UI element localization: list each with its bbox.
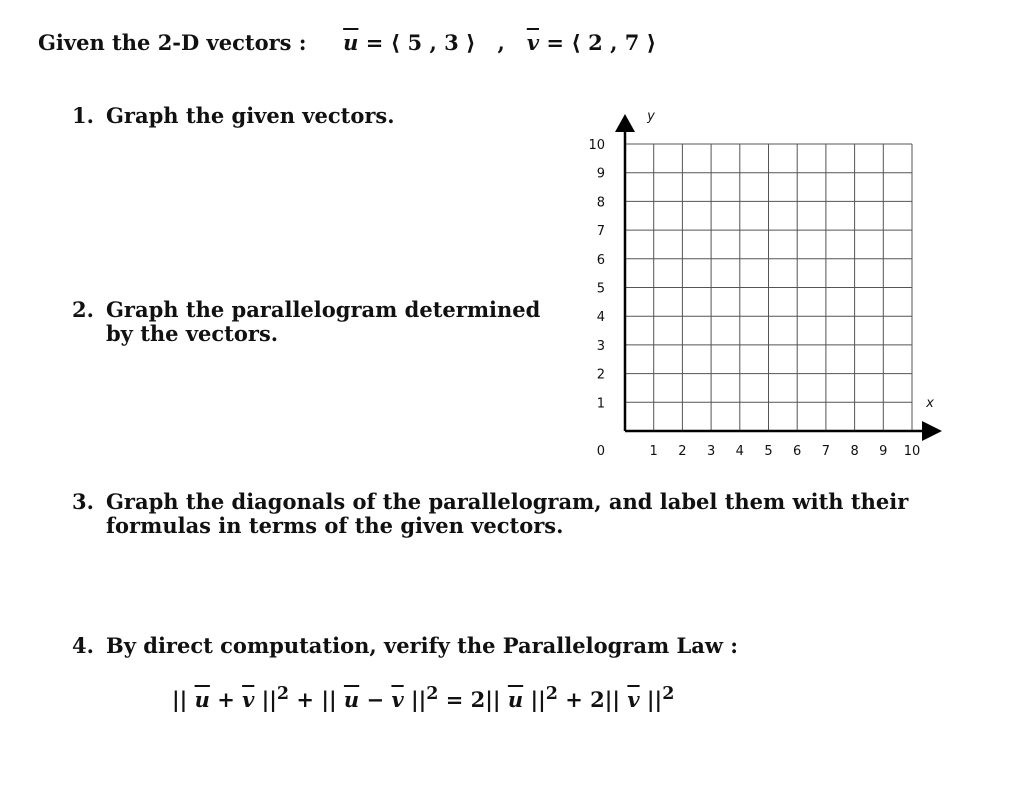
formula-plus: + [296,687,315,712]
question-text: Graph the parallelogram determined by the vectors. [106,297,541,346]
y-tick-label: 4 [596,310,605,326]
formula-exponent: 2 [426,684,439,704]
x-tick-label: 9 [879,444,888,459]
formula-minus: − [366,687,385,712]
formula-u: $\overline{u}$ [194,687,210,712]
question-number: 3. [72,489,94,514]
x-tick-label: 5 [764,444,773,459]
x-tick-label: 7 [821,444,831,459]
origin-label: 0 [596,444,605,459]
v-symbol: $\overline{v}$ [526,30,540,55]
x-tick-label: 1 [649,444,658,459]
question-text: Graph the diagonals of the parallelogram, and label them with their formulas in terms of the given vectors. [106,489,909,538]
formula-equals: = [445,687,464,712]
formula-u: $\overline{u}$ [507,687,524,712]
y-tick-label: 8 [596,195,605,211]
formula-exponent: 2 [662,684,675,704]
y-axis-label: y [647,109,655,124]
y-tick-label: 1 [596,396,605,412]
question-number: 2. [72,297,94,322]
formula-plus: + [217,687,235,712]
x-tick-label: 10 [903,444,921,459]
x-tick-label: 8 [850,444,859,459]
question-number: 1. [72,103,94,128]
x-tick-label: 6 [793,444,802,459]
given-prefix: Given the 2-D vectors : [38,30,307,55]
v-equals: = [546,30,564,55]
v-value: ⟨ 2 , 7 ⟩ [571,30,657,55]
given-vectors-line: Given the 2-D vectors : $\overline{u}$ = ⟨ 5 , 3 ⟩ , $\overline{v}$ = ⟨ 2 , 7 ⟩ [38,30,657,55]
question-number: 4. [72,633,94,658]
y-tick-label: 3 [596,338,605,354]
y-tick-label: 9 [596,166,605,182]
formula-exponent: 2 [276,684,290,704]
formula-plus: + [565,687,583,712]
formula-v: $\overline{v}$ [242,687,255,712]
formula-v: $\overline{v}$ [391,687,404,712]
question-text: By direct computation, verify the Parallelogram Law : [106,633,738,658]
formula-exponent: 2 [545,684,558,704]
x-axis-arrow [922,421,942,441]
parallelogram-law-formula: || $\overline{u} + \overline{v}$ $||^2$ + || $\overline{u} - \overline{v}$ $||^2 = 2||$ $\overline{u}$ $||^2 + 2||$ $\overline{v}$ $||^2$ [172,684,675,712]
u-equals: = [365,30,384,55]
y-tick-label: 7 [596,224,605,240]
y-tick-label: 5 [596,281,605,297]
question-text: Graph the given vectors. [106,103,395,128]
y-tick-label: 6 [596,252,605,268]
u-symbol: $\overline{u}$ [343,30,359,55]
formula-v: $\overline{v}$ [627,687,640,712]
y-tick-label: 2 [596,367,605,383]
x-tick-label: 3 [706,444,716,459]
x-tick-label: 2 [678,444,687,459]
formula-coef: 2 [470,687,486,712]
x-axis-label: x [926,396,934,411]
u-value: ⟨ 5 , 3 ⟩ [390,30,476,55]
x-tick-label: 4 [735,444,744,459]
formula-coef: 2 [590,687,605,712]
formula-u: $\overline{u}$ [343,687,360,712]
y-axis-arrow [615,114,635,132]
y-tick-label: 10 [588,138,605,153]
